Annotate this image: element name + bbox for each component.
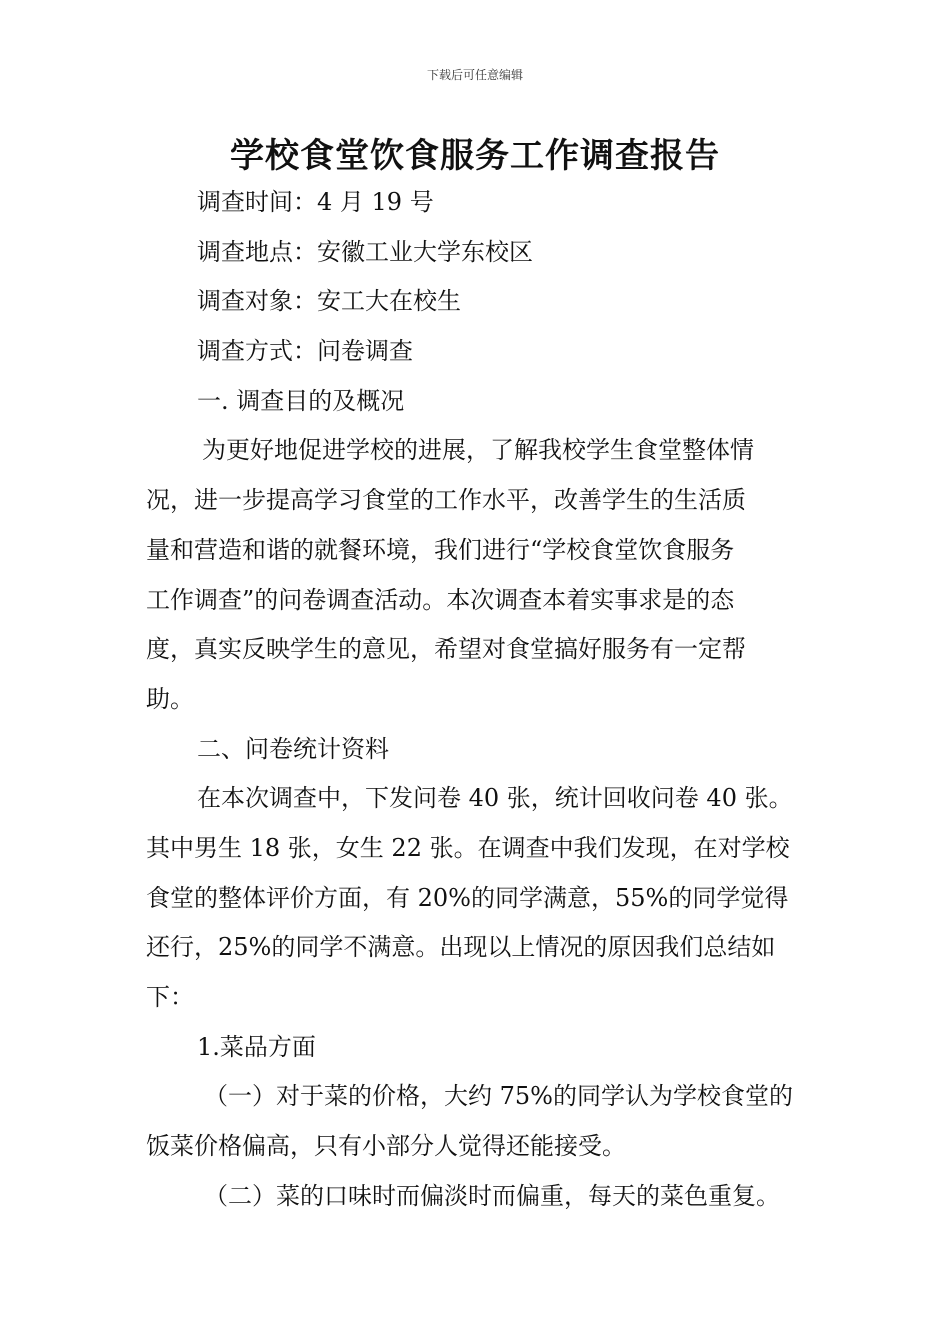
paragraph-line: 还行，25%的同学不满意。出现以上情况的原因我们总结如 — [146, 933, 776, 962]
paragraph-line: 况，进一步提高学习食堂的工作水平，改善学生的生活质 — [146, 486, 746, 515]
section-heading: 二、问卷统计资料 — [197, 734, 389, 763]
page-title: 学校食堂饮食服务工作调查报告 — [230, 136, 720, 176]
survey-place: 调查地点：安徽工业大学东校区 — [197, 237, 533, 266]
paragraph-line: 量和营造和谐的就餐环境，我们进行“学校食堂饮食服务 — [146, 535, 735, 564]
paragraph-line: 其中男生 18 张，女生 22 张。在调查中我们发现，在对学校 — [146, 833, 790, 862]
document-body — [146, 178, 808, 1221]
subsection-heading: 1.菜品方面 — [197, 1032, 316, 1061]
paragraph-line: 为更好地促进学校的进展，了解我校学生食堂整体情 — [202, 436, 754, 465]
paragraph-line: 饭菜价格偏高，只有小部分人觉得还能接受。 — [146, 1132, 626, 1161]
survey-method: 调查方式：问卷调查 — [197, 337, 413, 366]
paragraph-line: 食堂的整体评价方面，有 20%的同学满意，55%的同学觉得 — [146, 883, 789, 912]
paragraph-line: （一）对于菜的价格，大约 75%的同学认为学校食堂的 — [204, 1082, 793, 1111]
paragraph-line: 工作调查”的问卷调查活动。本次调查本着实事求是的态 — [146, 585, 735, 614]
section-heading: 一. 调查目的及概况 — [197, 386, 405, 415]
survey-subject: 调查对象：安工大在校生 — [197, 287, 461, 316]
header-note: 下载后可任意编辑 — [426, 68, 523, 82]
paragraph-line: 助。 — [146, 684, 194, 713]
paragraph-line: 度，真实反映学生的意见，希望对食堂搞好服务有一定帮 — [146, 635, 746, 664]
paragraph-line: 下： — [146, 983, 194, 1011]
paragraph-line: 在本次调查中，下发问卷 40 张，统计回收问卷 40 张。 — [197, 784, 793, 813]
survey-time: 调查时间：4 月 19 号 — [197, 188, 434, 216]
paragraph-line: （二）菜的口味时而偏淡时而偏重，每天的菜色重复。 — [204, 1181, 780, 1210]
